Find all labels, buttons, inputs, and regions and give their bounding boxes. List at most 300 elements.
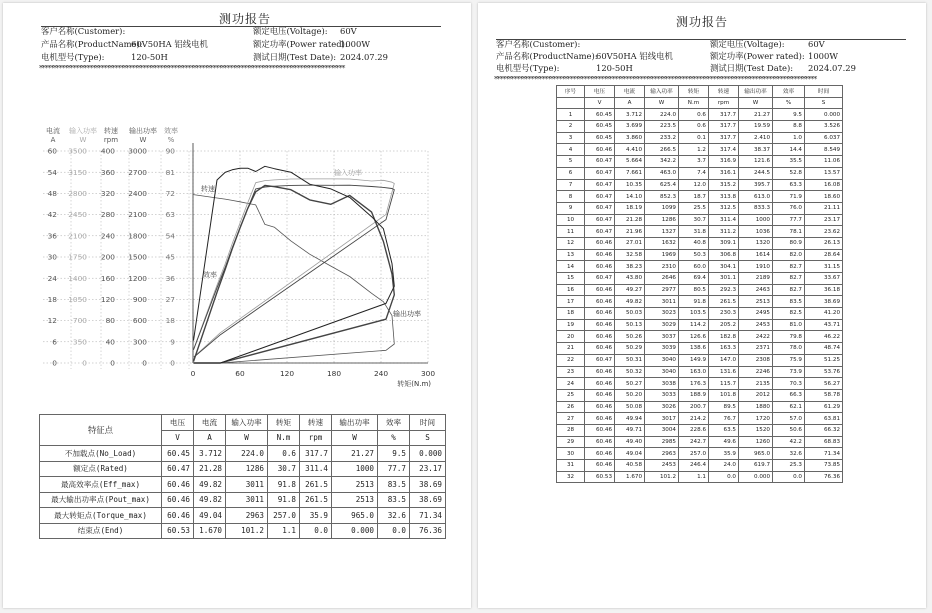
row-index: 29 bbox=[557, 436, 585, 448]
table-cell: 35.9 bbox=[300, 508, 332, 524]
table-cell: 0.0 bbox=[300, 523, 332, 539]
table-cell: 52.8 bbox=[773, 167, 805, 179]
row-index: 15 bbox=[557, 273, 585, 285]
column-header: 转速 bbox=[300, 415, 332, 431]
table-cell: 60.53 bbox=[162, 523, 194, 539]
y-axis-tick-label: 0 bbox=[142, 358, 147, 368]
column-header: 转速 bbox=[709, 86, 739, 98]
column-header: 时间 bbox=[410, 415, 446, 431]
y-axis-tick-label: 2450 bbox=[68, 210, 87, 220]
column-header: 转矩 bbox=[268, 415, 300, 431]
table-cell: 23.62 bbox=[805, 226, 843, 238]
table-cell: 21.28 bbox=[615, 214, 645, 226]
column-unit: N.m bbox=[679, 97, 709, 109]
table-cell: 60.47 bbox=[585, 273, 615, 285]
product-value: 60V50HA 铝线电机 bbox=[131, 39, 208, 49]
right-report-page bbox=[478, 3, 926, 608]
table-cell: 3.699 bbox=[615, 121, 645, 133]
y-axis-tick-label: 18 bbox=[47, 295, 57, 304]
table-cell: 833.3 bbox=[739, 202, 773, 214]
x-axis-tick-label: 240 bbox=[373, 369, 389, 378]
table-row bbox=[557, 156, 843, 168]
table-row bbox=[557, 202, 843, 214]
table-cell: 261.5 bbox=[300, 492, 332, 508]
table-cell: 50.32 bbox=[615, 366, 645, 378]
table-cell: 43.80 bbox=[615, 273, 645, 285]
series-line bbox=[194, 195, 395, 363]
row-index: 12 bbox=[557, 237, 585, 249]
row-index: 20 bbox=[557, 331, 585, 343]
table-cell: 223.5 bbox=[645, 121, 679, 133]
y-axis-tick-label: 1200 bbox=[128, 273, 147, 283]
table-cell: 3038 bbox=[645, 378, 679, 390]
table-cell: 21.27 bbox=[739, 109, 773, 121]
table-cell: 3040 bbox=[645, 366, 679, 378]
table-cell: 205.2 bbox=[709, 319, 739, 331]
row-index: 16 bbox=[557, 284, 585, 296]
table-row bbox=[557, 366, 843, 378]
table-cell: 82.0 bbox=[773, 249, 805, 261]
table-cell: 50.20 bbox=[615, 389, 645, 401]
chart-series bbox=[194, 166, 395, 363]
table-cell: 2135 bbox=[739, 378, 773, 390]
table-cell: 50.27 bbox=[615, 378, 645, 390]
y-axis-tick-label: 36 bbox=[47, 231, 57, 241]
table-cell: 68.83 bbox=[805, 436, 843, 448]
date-value: 2024.07.29 bbox=[340, 52, 388, 62]
y-axis-tick-label: 6 bbox=[52, 337, 57, 347]
column-unit: V bbox=[585, 97, 615, 109]
table-cell: 60.47 bbox=[585, 191, 615, 203]
table-cell: 257.0 bbox=[679, 448, 709, 460]
model-value: 120-50H bbox=[131, 52, 168, 62]
table-cell: 103.5 bbox=[679, 308, 709, 320]
voltage-value: 60V bbox=[808, 39, 825, 49]
table-cell: 78.1 bbox=[773, 226, 805, 238]
row-index: 3 bbox=[557, 132, 585, 144]
table-cell: 21.96 bbox=[615, 226, 645, 238]
table-cell: 625.4 bbox=[645, 179, 679, 191]
left-report-page bbox=[3, 3, 471, 608]
table-cell: 63.3 bbox=[773, 179, 805, 191]
table-cell: 60.46 bbox=[585, 378, 615, 390]
table-cell: 2453 bbox=[645, 460, 679, 472]
table-row bbox=[557, 296, 843, 308]
table-cell: 2463 bbox=[739, 284, 773, 296]
table-cell: 228.6 bbox=[679, 424, 709, 436]
table-cell: 60.47 bbox=[585, 156, 615, 168]
header-row bbox=[557, 86, 843, 98]
series-line bbox=[194, 166, 395, 363]
table-cell: 60.46 bbox=[585, 284, 615, 296]
table-cell: 313.8 bbox=[709, 191, 739, 203]
row-index: 28 bbox=[557, 424, 585, 436]
table-cell: 121.6 bbox=[739, 156, 773, 168]
model-label: 电机型号(Type): bbox=[496, 63, 560, 73]
y-axis-tick-label: 63 bbox=[165, 210, 175, 220]
y-axis-tick-label: 2400 bbox=[128, 189, 147, 198]
table-cell: 31.15 bbox=[805, 261, 843, 273]
x-axis-tick-label: 300 bbox=[420, 369, 436, 378]
table-cell: 60.46 bbox=[585, 413, 615, 425]
table-cell: 2513 bbox=[739, 296, 773, 308]
row-index: 19 bbox=[557, 319, 585, 331]
table-cell: 2012 bbox=[739, 389, 773, 401]
table-cell: 5.664 bbox=[615, 156, 645, 168]
x-axis-tick-label: 60 bbox=[235, 369, 245, 378]
table-cell: 2246 bbox=[739, 366, 773, 378]
table-cell: 0.6 bbox=[268, 446, 300, 462]
header-row bbox=[40, 415, 446, 431]
column-unit: W bbox=[645, 97, 679, 109]
table-cell: 3011 bbox=[226, 477, 268, 493]
y-axis-tick-label: 90 bbox=[165, 146, 175, 156]
table-cell: 0.1 bbox=[679, 132, 709, 144]
table-cell: 14.10 bbox=[615, 191, 645, 203]
table-cell: 13.57 bbox=[805, 167, 843, 179]
table-cell: 2646 bbox=[645, 273, 679, 285]
feature-points-table bbox=[39, 414, 446, 539]
table-cell: 91.8 bbox=[268, 492, 300, 508]
table-cell: 49.04 bbox=[194, 508, 226, 524]
model-value: 120-50H bbox=[596, 63, 633, 73]
table-cell: 0.0 bbox=[378, 523, 410, 539]
table-cell: 2513 bbox=[332, 477, 378, 493]
y-axis-tick-label: 240 bbox=[100, 231, 115, 241]
table-row bbox=[557, 424, 843, 436]
y-axis-name: 效率 bbox=[164, 127, 178, 135]
y-axis-tick-label: 1800 bbox=[128, 231, 147, 241]
table-cell: 30.7 bbox=[268, 461, 300, 477]
table-cell: 101.2 bbox=[226, 523, 268, 539]
table-row bbox=[557, 249, 843, 261]
table-row bbox=[557, 471, 843, 483]
table-cell: 316.9 bbox=[709, 156, 739, 168]
table-cell: 60.46 bbox=[585, 366, 615, 378]
table-cell: 60.47 bbox=[585, 226, 615, 238]
table-cell: 77.7 bbox=[378, 461, 410, 477]
product-label: 产品名称(ProductName): bbox=[41, 39, 143, 49]
table-cell: 3017 bbox=[645, 413, 679, 425]
y-axis-tick-label: 48 bbox=[47, 189, 57, 198]
table-cell: 60.47 bbox=[585, 167, 615, 179]
table-cell: 3037 bbox=[645, 331, 679, 343]
table-cell: 11.06 bbox=[805, 156, 843, 168]
model-label: 电机型号(Type): bbox=[41, 52, 105, 62]
table-cell: 82.5 bbox=[773, 308, 805, 320]
table-row bbox=[557, 448, 843, 460]
table-cell: 58.78 bbox=[805, 389, 843, 401]
table-cell: 3.526 bbox=[805, 121, 843, 133]
table-cell: 1286 bbox=[645, 214, 679, 226]
row-index: 21 bbox=[557, 343, 585, 355]
row-index: 26 bbox=[557, 401, 585, 413]
table-cell: 60.46 bbox=[585, 319, 615, 331]
table-cell: 50.26 bbox=[615, 331, 645, 343]
table-cell: 32.58 bbox=[615, 249, 645, 261]
table-row bbox=[557, 214, 843, 226]
table-cell: 2310 bbox=[645, 261, 679, 273]
y-axis-name: 转速 bbox=[104, 127, 118, 135]
table-row bbox=[557, 354, 843, 366]
power-value: 1000W bbox=[808, 51, 838, 61]
table-cell: 8.549 bbox=[805, 144, 843, 156]
column-unit: V bbox=[162, 430, 194, 446]
table-cell: 101.2 bbox=[645, 471, 679, 483]
table-cell: 2985 bbox=[645, 436, 679, 448]
table-cell: 60.46 bbox=[585, 424, 615, 436]
y-axis-tick-label: 24 bbox=[47, 273, 57, 283]
table-cell: 147.0 bbox=[709, 354, 739, 366]
table-cell: 2422 bbox=[739, 331, 773, 343]
table-cell: 311.4 bbox=[300, 461, 332, 477]
column-header: 电压 bbox=[585, 86, 615, 98]
table-cell: 101.8 bbox=[709, 389, 739, 401]
table-cell: 3.712 bbox=[615, 109, 645, 121]
table-row bbox=[557, 167, 843, 179]
table-cell: 1320 bbox=[739, 237, 773, 249]
table-cell: 3040 bbox=[645, 354, 679, 366]
column-unit: W bbox=[332, 430, 378, 446]
y-axis-tick-label: 2800 bbox=[68, 189, 87, 198]
table-cell: 246.4 bbox=[679, 460, 709, 472]
y-axis-tick-label: 18 bbox=[165, 316, 175, 326]
column-unit: W bbox=[226, 430, 268, 446]
table-cell: 63.5 bbox=[709, 424, 739, 436]
y-axis-tick-label: 160 bbox=[100, 273, 115, 283]
y-axis-tick-label: 12 bbox=[47, 316, 57, 326]
table-row bbox=[557, 401, 843, 413]
table-cell: 1880 bbox=[739, 401, 773, 413]
table-cell: 60.46 bbox=[585, 389, 615, 401]
table-cell: 1099 bbox=[645, 202, 679, 214]
table-cell: 3011 bbox=[645, 296, 679, 308]
y-axis-tick-label: 2700 bbox=[128, 167, 147, 177]
table-cell: 852.3 bbox=[645, 191, 679, 203]
voltage-label: 额定电压(Voltage): bbox=[253, 26, 328, 36]
table-cell: 60.46 bbox=[585, 448, 615, 460]
table-cell: 163.0 bbox=[679, 366, 709, 378]
table-cell: 32.6 bbox=[773, 448, 805, 460]
y-axis-tick-label: 81 bbox=[165, 167, 175, 177]
table-cell: 311.4 bbox=[709, 214, 739, 226]
table-cell: 2453 bbox=[739, 319, 773, 331]
table-cell: 126.6 bbox=[679, 331, 709, 343]
row-index: 2 bbox=[557, 121, 585, 133]
table-row bbox=[557, 132, 843, 144]
y-axis-tick-label: 320 bbox=[100, 189, 115, 198]
table-cell: 62.1 bbox=[773, 401, 805, 413]
table-cell: 342.2 bbox=[645, 156, 679, 168]
table-cell: 149.9 bbox=[679, 354, 709, 366]
table-cell: 60.46 bbox=[585, 249, 615, 261]
table-cell: 613.0 bbox=[739, 191, 773, 203]
y-axis-tick-label: 0 bbox=[82, 358, 87, 368]
x-axis-tick-label: 120 bbox=[279, 369, 295, 378]
y-axis-tick-label: 700 bbox=[72, 316, 87, 326]
table-cell: 82.7 bbox=[773, 284, 805, 296]
table-cell: 0.0 bbox=[773, 471, 805, 483]
table-cell: 83.5 bbox=[378, 492, 410, 508]
table-row bbox=[557, 273, 843, 285]
table-cell: 316.1 bbox=[709, 167, 739, 179]
table-cell: 35.5 bbox=[773, 156, 805, 168]
row-index: 14 bbox=[557, 261, 585, 273]
table-cell: 36.18 bbox=[805, 284, 843, 296]
table-cell: 57.0 bbox=[773, 413, 805, 425]
table-cell: 233.2 bbox=[645, 132, 679, 144]
y-axis-unit: W bbox=[139, 136, 147, 144]
x-axis-tick-label: 0 bbox=[190, 369, 196, 378]
column-unit: W bbox=[739, 97, 773, 109]
customer-label: 客户名称(Customer): bbox=[496, 39, 581, 49]
table-cell: 49.04 bbox=[615, 448, 645, 460]
table-cell: 66.3 bbox=[773, 389, 805, 401]
table-cell: 60.47 bbox=[585, 179, 615, 191]
table-row bbox=[40, 461, 446, 477]
table-cell: 9.5 bbox=[773, 109, 805, 121]
curve-label-input-power: 输入功率 bbox=[334, 169, 362, 177]
voltage-label: 额定电压(Voltage): bbox=[710, 39, 785, 49]
table-row bbox=[40, 508, 446, 524]
product-value: 60V50HA 铝线电机 bbox=[596, 51, 673, 61]
table-cell: 4.410 bbox=[615, 144, 645, 156]
table-cell: 1.2 bbox=[679, 144, 709, 156]
table-cell: 965.0 bbox=[739, 448, 773, 460]
table-cell: 60.45 bbox=[585, 121, 615, 133]
date-label: 测试日期(Test Date): bbox=[253, 52, 337, 62]
table-cell: 311.2 bbox=[709, 226, 739, 238]
table-cell: 21.28 bbox=[194, 461, 226, 477]
table-cell: 83.5 bbox=[773, 296, 805, 308]
table-cell: 14.4 bbox=[773, 144, 805, 156]
table-row bbox=[40, 446, 446, 462]
table-cell: 49.82 bbox=[615, 296, 645, 308]
table-cell: 38.37 bbox=[739, 144, 773, 156]
table-cell: 60.46 bbox=[585, 261, 615, 273]
feature-point-label: 不加载点(No_Load) bbox=[40, 446, 162, 462]
table-row bbox=[557, 261, 843, 273]
table-cell: 3004 bbox=[645, 424, 679, 436]
table-cell: 48.74 bbox=[805, 343, 843, 355]
table-cell: 0.6 bbox=[679, 121, 709, 133]
table-cell: 292.3 bbox=[709, 284, 739, 296]
table-row bbox=[557, 109, 843, 121]
table-cell: 38.69 bbox=[410, 492, 446, 508]
table-cell: 49.40 bbox=[615, 436, 645, 448]
table-row bbox=[557, 191, 843, 203]
table-cell: 0.000 bbox=[410, 446, 446, 462]
table-row bbox=[40, 492, 446, 508]
y-axis-tick-label: 9 bbox=[170, 337, 175, 347]
table-cell: 80.5 bbox=[679, 284, 709, 296]
table-cell: 60.46 bbox=[162, 492, 194, 508]
table-cell: 0.6 bbox=[679, 109, 709, 121]
table-cell: 50.6 bbox=[773, 424, 805, 436]
y-axis-tick-label: 360 bbox=[100, 167, 115, 177]
y-axis-tick-label: 80 bbox=[105, 316, 115, 326]
y-axis-tick-label: 40 bbox=[105, 337, 115, 347]
column-unit: % bbox=[378, 430, 410, 446]
curve-label-efficiency: 效率 bbox=[203, 271, 217, 279]
table-cell: 1.0 bbox=[773, 132, 805, 144]
table-cell: 1520 bbox=[739, 424, 773, 436]
table-cell: 1632 bbox=[645, 237, 679, 249]
feature-point-label: 最大转矩点(Torque_max) bbox=[40, 508, 162, 524]
table-cell: 18.60 bbox=[805, 191, 843, 203]
table-cell: 317.4 bbox=[709, 144, 739, 156]
table-cell: 63.81 bbox=[805, 413, 843, 425]
table-row bbox=[557, 179, 843, 191]
table-cell: 317.7 bbox=[300, 446, 332, 462]
table-cell: 3039 bbox=[645, 343, 679, 355]
table-cell: 3.860 bbox=[615, 132, 645, 144]
column-unit: rpm bbox=[300, 430, 332, 446]
table-cell: 81.0 bbox=[773, 319, 805, 331]
y-axis-tick-label: 120 bbox=[100, 295, 115, 304]
table-cell: 60.47 bbox=[585, 202, 615, 214]
table-cell: 40.8 bbox=[679, 237, 709, 249]
table-cell: 73.9 bbox=[773, 366, 805, 378]
y-axis-tick-label: 3150 bbox=[68, 167, 87, 177]
table-cell: 38.69 bbox=[805, 296, 843, 308]
table-cell: 38.23 bbox=[615, 261, 645, 273]
table-cell: 60.46 bbox=[585, 237, 615, 249]
y-axis-tick-label: 30 bbox=[47, 252, 57, 262]
table-cell: 115.7 bbox=[709, 378, 739, 390]
table-cell: 61.29 bbox=[805, 401, 843, 413]
column-header: 输入功率 bbox=[645, 86, 679, 98]
table-cell: 242.7 bbox=[679, 436, 709, 448]
table-cell: 76.36 bbox=[410, 523, 446, 539]
table-cell: 261.5 bbox=[709, 296, 739, 308]
row-index: 6 bbox=[557, 167, 585, 179]
row-index: 10 bbox=[557, 214, 585, 226]
customer-label: 客户名称(Customer): bbox=[41, 26, 126, 36]
table-cell: 9.5 bbox=[378, 446, 410, 462]
report-title: 测功报告 bbox=[676, 15, 729, 29]
column-unit bbox=[557, 97, 585, 109]
table-cell: 30.7 bbox=[679, 214, 709, 226]
y-axis-tick-label: 42 bbox=[47, 210, 57, 220]
y-axis-name: 输出功率 bbox=[129, 127, 157, 135]
table-cell: 18.7 bbox=[679, 191, 709, 203]
performance-chart bbox=[3, 115, 471, 415]
table-cell: 60.53 bbox=[585, 471, 615, 483]
table-cell: 83.5 bbox=[378, 477, 410, 493]
table-cell: 19.59 bbox=[739, 121, 773, 133]
table-cell: 1260 bbox=[739, 436, 773, 448]
table-cell: 71.34 bbox=[805, 448, 843, 460]
y-axis-unit: % bbox=[167, 136, 175, 144]
table-cell: 60.46 bbox=[585, 144, 615, 156]
table-cell: 7.4 bbox=[679, 167, 709, 179]
table-cell: 42.2 bbox=[773, 436, 805, 448]
table-cell: 21.27 bbox=[332, 446, 378, 462]
table-cell: 16.08 bbox=[805, 179, 843, 191]
row-index: 23 bbox=[557, 366, 585, 378]
header-rule bbox=[41, 26, 441, 27]
table-cell: 38.69 bbox=[410, 477, 446, 493]
y-axis-tick-label: 2100 bbox=[68, 231, 87, 241]
product-label: 产品名称(ProductName): bbox=[496, 51, 598, 61]
power-label: 额定功率(Power rated): bbox=[710, 51, 805, 61]
table-row bbox=[557, 237, 843, 249]
table-cell: 75.9 bbox=[773, 354, 805, 366]
y-axis-tick-label: 60 bbox=[47, 146, 57, 156]
feature-point-label: 最大输出功率点(Pout_max) bbox=[40, 492, 162, 508]
table-cell: 2189 bbox=[739, 273, 773, 285]
